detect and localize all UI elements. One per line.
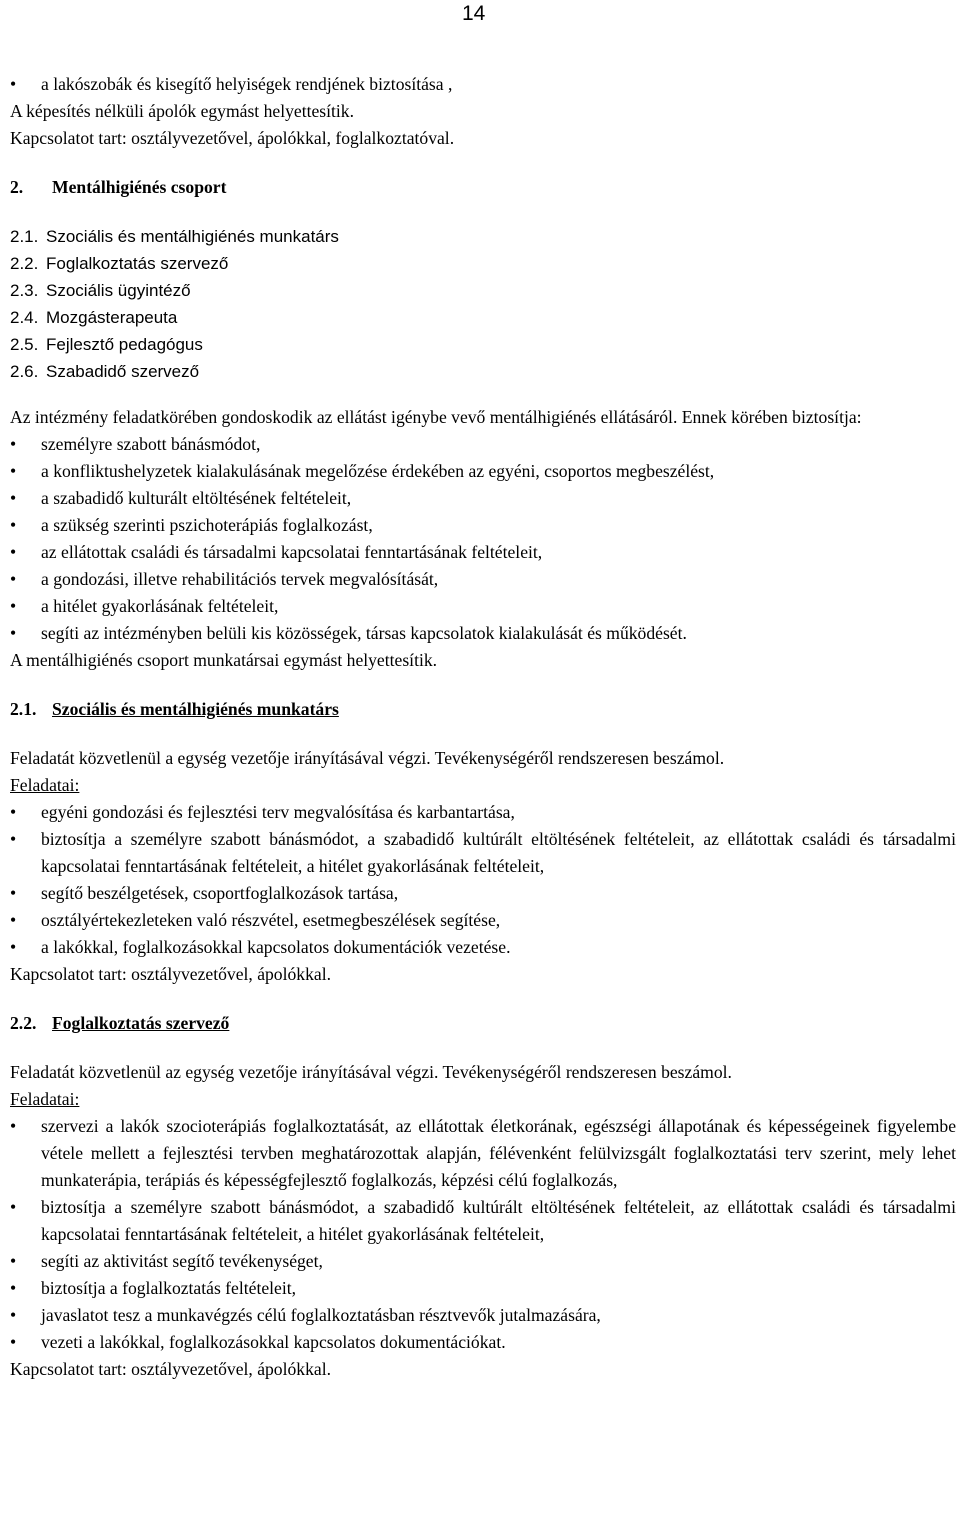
list-item bbox=[10, 799, 956, 826]
bullet-icon: • bbox=[10, 937, 17, 957]
bullet-icon: • bbox=[10, 1305, 17, 1325]
subsection-number: 2.1. bbox=[10, 227, 39, 246]
section-number: 2. bbox=[10, 177, 24, 197]
section-2-1-bullet-list bbox=[10, 799, 956, 961]
intro-bullet-list bbox=[10, 71, 956, 98]
bullet-icon: • bbox=[10, 434, 17, 454]
subsection-label: Szociális ügyintéző bbox=[46, 281, 191, 300]
document-body bbox=[10, 71, 956, 1383]
bullet-icon: • bbox=[10, 515, 17, 535]
bullet-icon: • bbox=[10, 1332, 17, 1352]
subsection-entry bbox=[10, 331, 956, 358]
list-item-text: szervezi a lakók szocioterápiás foglalkoztatását, az ellátottak életkorának, egészségi állapotának és képességeinek figyelembe vétele mellett a fejlesztési tervben meghatározottak alapján, félévenként felülvizsgált foglalkoztatási terv szerint, mely lehet munkaterápia, terápiás és képességfejlesztő foglalkozás, képzési célú foglalkozás, bbox=[41, 1116, 956, 1190]
subsection-number: 2.3. bbox=[10, 281, 39, 300]
section-intro-paragraph: Az intézmény feladatkörében gondoskodik az ellátást igénybe vevő mentálhigiénés ellátásáról. Ennek körében biztosítja: bbox=[10, 407, 862, 427]
bullet-icon: • bbox=[10, 1197, 17, 1217]
section-heading-2-2 bbox=[10, 1010, 956, 1037]
bullet-icon: • bbox=[10, 623, 17, 643]
list-item-text: a lakókkal, foglalkozásokkal kapcsolatos dokumentációk vezetése. bbox=[41, 937, 511, 957]
subsection-number: 2.5. bbox=[10, 335, 39, 354]
list-item bbox=[10, 593, 956, 620]
list-item-text: segíti az aktivitást segítő tevékenységet, bbox=[41, 1251, 323, 1271]
list-item-text: a konfliktushelyzetek kialakulásának megelőzése érdekében az egyéni, csoportos megbeszélést, bbox=[41, 461, 715, 481]
list-item-text: a lakószobák és kisegítő helyiségek rendjének biztosítása , bbox=[41, 74, 453, 94]
list-item bbox=[10, 826, 956, 880]
list-item bbox=[10, 71, 956, 98]
subsection-label: Foglalkoztatás szervező bbox=[46, 254, 229, 273]
list-item bbox=[10, 1275, 956, 1302]
bullet-icon: • bbox=[10, 910, 17, 930]
bullet-icon: • bbox=[10, 569, 17, 589]
section-closing-line: A mentálhigiénés csoport munkatársai egymást helyettesítik. bbox=[10, 650, 438, 670]
section-intro-paragraph: Feladatát közvetlenül az egység vezetője irányításával végzi. Tevékenységéről rendszeresen beszámol. bbox=[10, 1062, 732, 1082]
list-item-text: a gondozási, illetve rehabilitációs tervek megvalósítását, bbox=[41, 569, 439, 589]
list-item-text: segítő beszélgetések, csoportfoglalkozások tartása, bbox=[41, 883, 399, 903]
bullet-icon: • bbox=[10, 1251, 17, 1271]
duties-label-text: Feladatai: bbox=[10, 1089, 80, 1109]
bullet-icon: • bbox=[10, 829, 17, 849]
subsection-number: 2.4. bbox=[10, 308, 39, 327]
section-heading-2 bbox=[10, 174, 956, 201]
subsection-label: Szabadidő szervező bbox=[46, 362, 200, 381]
list-item bbox=[10, 431, 956, 458]
section-number: 2.2. bbox=[10, 1013, 37, 1033]
duties-label bbox=[10, 772, 956, 799]
list-item-text: segíti az intézményben belüli kis közösségek, társas kapcsolatok kialakulását és működését. bbox=[41, 623, 687, 643]
bullet-icon: • bbox=[10, 74, 17, 94]
contact-line: Kapcsolatot tart: osztályvezetővel, ápolókkal. bbox=[10, 1359, 331, 1379]
subsection-entry bbox=[10, 250, 956, 277]
list-item-text: biztosítja a foglalkoztatás feltételeit, bbox=[41, 1278, 297, 1298]
list-item-text: az ellátottak családi és társadalmi kapcsolatai fenntartásának feltételeit, bbox=[41, 542, 543, 562]
subsection-entry bbox=[10, 223, 956, 250]
section-2-bullet-list bbox=[10, 431, 956, 647]
list-item bbox=[10, 458, 956, 485]
section-intro-paragraph: Feladatát közvetlenül a egység vezetője irányításával végzi. Tevékenységéről rendszeresen beszámol. bbox=[10, 748, 725, 768]
subsection-label: Fejlesztő pedagógus bbox=[46, 335, 203, 354]
subsection-entry bbox=[10, 304, 956, 331]
section-title: Foglalkoztatás szervező bbox=[52, 1013, 230, 1033]
duties-label-text: Feladatai: bbox=[10, 775, 80, 795]
list-item-text: személyre szabott bánásmódot, bbox=[41, 434, 261, 454]
list-item bbox=[10, 880, 956, 907]
list-item-text: vezeti a lakókkal, foglalkozásokkal kapcsolatos dokumentációkat. bbox=[41, 1332, 506, 1352]
list-item bbox=[10, 539, 956, 566]
page-number: 14 bbox=[462, 2, 486, 25]
bullet-icon: • bbox=[10, 1116, 17, 1136]
intro-line: A képesítés nélküli ápolók egymást helyettesítik. bbox=[10, 101, 354, 121]
list-item-text: a hitélet gyakorlásának feltételeit, bbox=[41, 596, 279, 616]
bullet-icon: • bbox=[10, 596, 17, 616]
list-item bbox=[10, 934, 956, 961]
list-item bbox=[10, 566, 956, 593]
list-item-text: egyéni gondozási és fejlesztési terv megvalósítása és karbantartása, bbox=[41, 802, 515, 822]
bullet-icon: • bbox=[10, 488, 17, 508]
subsection-entry bbox=[10, 358, 956, 385]
subsection-label: Szociális és mentálhigiénés munkatárs bbox=[46, 227, 339, 246]
list-item bbox=[10, 620, 956, 647]
list-item-text: biztosítja a személyre szabott bánásmódot, a szabadidő kultúrált eltöltésének feltételeit, az ellátottak családi és társadalmi kapcsolatai fenntartásának feltételeit, a hitélet gyakorlásának feltételeit, bbox=[41, 1197, 956, 1244]
list-item bbox=[10, 1248, 956, 1275]
subsection-entry bbox=[10, 277, 956, 304]
list-item-text: a szükség szerinti pszichoterápiás foglalkozást, bbox=[41, 515, 373, 535]
list-item-text: javaslatot tesz a munkavégzés célú foglalkoztatásban résztvevők jutalmazására, bbox=[41, 1305, 601, 1325]
bullet-icon: • bbox=[10, 461, 17, 481]
subsection-number: 2.6. bbox=[10, 362, 39, 381]
list-item bbox=[10, 1113, 956, 1194]
list-item bbox=[10, 1302, 956, 1329]
duties-label bbox=[10, 1086, 956, 1113]
list-item-text: biztosítja a személyre szabott bánásmódot, a szabadidő kultúrált eltöltésének feltételeit, az ellátottak családi és társadalmi kapcsolatai fenntartásának feltételeit, a hitélet gyakorlásának feltételeit, bbox=[41, 829, 956, 876]
section-2-2-bullet-list bbox=[10, 1113, 956, 1356]
bullet-icon: • bbox=[10, 542, 17, 562]
section-heading-2-1 bbox=[10, 696, 956, 723]
list-item bbox=[10, 485, 956, 512]
bullet-icon: • bbox=[10, 1278, 17, 1298]
subsection-number: 2.2. bbox=[10, 254, 39, 273]
list-item bbox=[10, 1329, 956, 1356]
bullet-icon: • bbox=[10, 883, 17, 903]
list-item-text: osztályértekezleteken való részvétel, esetmegbeszélések segítése, bbox=[41, 910, 501, 930]
list-item-text: a szabadidő kulturált eltöltésének feltételeit, bbox=[41, 488, 352, 508]
subsection-list bbox=[10, 223, 956, 385]
contact-line: Kapcsolatot tart: osztályvezetővel, ápolókkal. bbox=[10, 964, 331, 984]
list-item bbox=[10, 907, 956, 934]
list-item bbox=[10, 512, 956, 539]
subsection-label: Mozgásterapeuta bbox=[46, 308, 178, 327]
bullet-icon: • bbox=[10, 802, 17, 822]
section-number: 2.1. bbox=[10, 699, 37, 719]
section-title: Szociális és mentálhigiénés munkatárs bbox=[52, 699, 339, 719]
section-title: Mentálhigiénés csoport bbox=[52, 177, 227, 197]
intro-contact-line: Kapcsolatot tart: osztályvezetővel, ápolókkal, foglalkoztatóval. bbox=[10, 128, 455, 148]
list-item bbox=[10, 1194, 956, 1248]
